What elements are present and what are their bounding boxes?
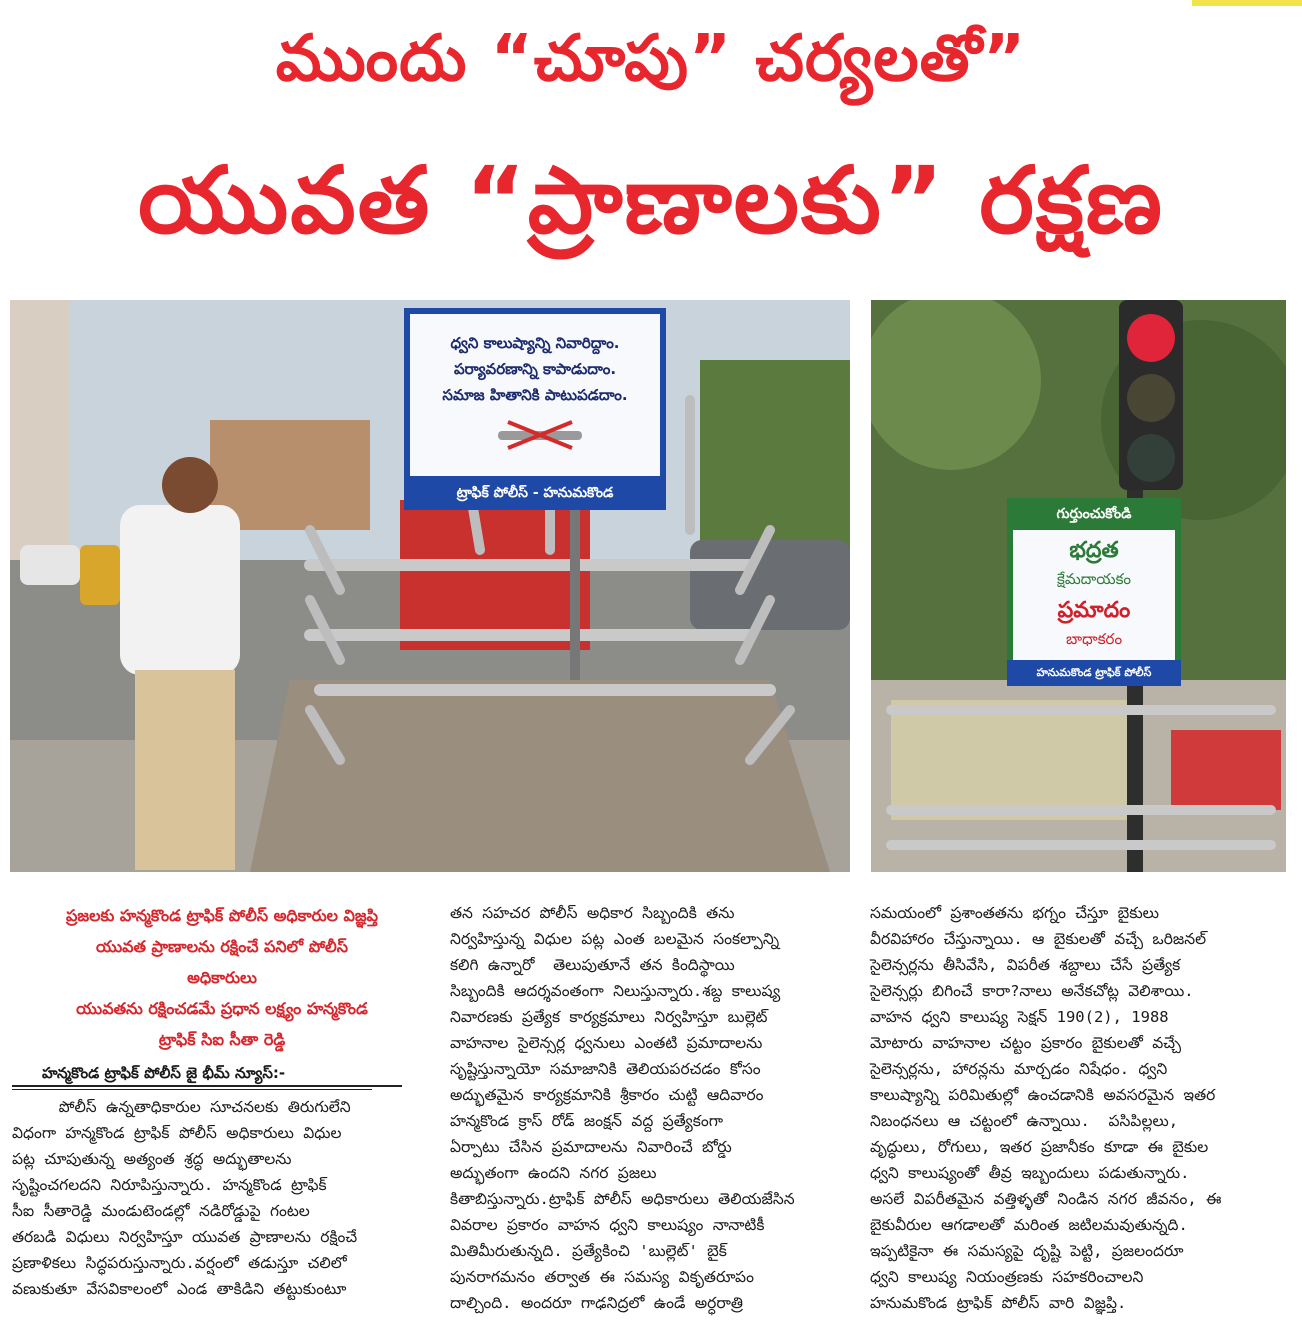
body-line: అసలే విపరీతమైన వత్తిళ్ళతో నిండిన నగర జీవనం, ఈ — [870, 1190, 1222, 1208]
sign-word-beneficial: క్షేమదాయకం — [1056, 570, 1132, 588]
article-column-1 — [12, 900, 432, 1302]
body-line: సమయంలో ప్రశాంతతను భగ్నం చేస్తూ బైకులు — [870, 904, 1160, 922]
body-line: తరబడి విధులు నిర్వహిస్తూ యువత ప్రాణాలను రక్షించే — [12, 1228, 358, 1246]
body-line: ఏర్పాటు చేసిన ప్రమాదాలను నివారించే బోర్డు — [450, 1138, 732, 1156]
dateline-rule — [12, 1089, 372, 1090]
body-line: విధంగా హన్మకొండ ట్రాఫిక్ పోలీస్ అధికారులు విధుల — [12, 1124, 342, 1142]
sign-word-danger: ప్రమాదం — [1057, 598, 1131, 623]
dateline: హన్మకొండ ట్రాఫిక్ పోలీస్ జై భీమ్ న్యూస్:- — [12, 1061, 402, 1087]
body-line: వణుకుతూ వేసవికాలంలో ఎండ తాకిడిని తట్టుకుంటూ — [12, 1280, 347, 1298]
highlight-line: ట్రాఫిక్ సిఐ సీతా రెడ్డి — [158, 1030, 286, 1049]
body-line: సిబ్బందికి ఆదర్శవంతంగా నిలుస్తున్నారు.శబ్ద కాలుష్య — [450, 982, 781, 1000]
sign-line-1: ధ్వని కాలుష్యాన్ని నివారిద్దాం. — [450, 334, 620, 352]
body-line: నిర్వహిస్తున్న విధుల పట్ల ఎంత బలమైన సంకల్పాన్ని — [450, 930, 780, 948]
body-line: తన సహచర పోలీస్ అధికార సిబ్బందికి తను — [450, 904, 735, 922]
body-line: సీఐ సీతారెడ్డి మండుటెండల్లో నడిరోడ్డుపై గంటల — [12, 1202, 310, 1220]
body-line: సైలెన్సర్లు బిగించే కారా?నాలు అనేకచోట్ల వెలిశాయి. — [870, 982, 1194, 1000]
body-line: సైలెన్సర్లను, హారన్లను మార్చడం నిషేధం. ధ్వని — [870, 1060, 1168, 1078]
highlight-line: ప్రజలకు హన్మకొండ ట్రాఫిక్ పోలీస్ అధికారుల విజ్ఞప్తి — [66, 906, 378, 925]
body-line: పోలీస్ ఉన్నతాధికారుల సూచనలకు తిరుగులేని — [12, 1098, 351, 1116]
body-line: అద్భుతంగా ఉందని నగర ప్రజలు — [450, 1164, 657, 1182]
photo-traffic-signal — [871, 300, 1286, 872]
body-line: కాలుష్యాన్ని పరిమితుల్లో ఉంచడానికి అవసరమైన ఇతర — [870, 1086, 1216, 1104]
body-line: సృష్టించగలదని నిరూపిస్తున్నారు. హన్మకొండ ట్రాఫిక్ — [12, 1176, 327, 1194]
sign-footer: ట్రాఫిక్ పోలీస్ - హనుమకొండ — [404, 476, 666, 510]
headline-line-2: యువత “ప్రాణాలకు” రక్షణ — [138, 147, 1164, 254]
remember-safety-sign — [1007, 498, 1181, 686]
highlight-line: యువతను రక్షించడమే ప్రధాన లక్ష్యం హన్మకొండ — [76, 999, 368, 1018]
highlight-line: యువత ప్రాణాలను రక్షించే పనిలో పోలీస్ — [96, 937, 348, 956]
body-line: బైకువీరుల ఆగడాలతో మరింత జటిలమవుతున్నది. — [870, 1216, 1188, 1234]
body-line: పునరాగమనం తర్వాత ఈ సమస్య వికృతరూపం — [450, 1268, 754, 1286]
body-line: మితిమీరుతున్నది. ప్రత్యేకించి 'బుల్లెట్' బైక్ — [450, 1242, 727, 1260]
sign-line-3: సమాజ హితానికి పాటుపడదాం. — [442, 386, 628, 404]
sign-footer: హనుమకొండ ట్రాఫిక్ పోలీస్ — [1007, 660, 1181, 686]
body-line: మోటారు వాహనాల చట్టం ప్రకారం బైకులతో వచ్చే — [870, 1034, 1182, 1052]
body-line: వాహన ధ్వని కాలుష్య సెక్షన్ 190(2), 1988 — [870, 1008, 1169, 1026]
body-line: నిబంధనలు ఆ చట్టంలో ఉన్నాయి. పసిపిల్లలు, — [870, 1112, 1179, 1130]
body-line: హనుమకొండ ట్రాఫిక్ పోలీస్ వారి విజ్ఞప్తి. — [870, 1294, 1127, 1312]
body-line: వాహనాల సైలెన్సర్ల ధ్వనులు ఎంతటి ప్రమాదాలను — [450, 1034, 763, 1052]
body-line: పట్ల చూపుతున్న అత్యంత శ్రద్ధ అద్భుతాలను — [12, 1150, 292, 1168]
headline-line-1: ముందు “చూపు” చర్యలతో” — [275, 22, 1027, 96]
body-line: అద్భుతమైన కార్యక్రమానికి శ్రీకారం చుట్టి ఆదివారం — [450, 1086, 764, 1104]
sign-header: గుర్తుంచుకోండి — [1007, 498, 1181, 530]
body-line: ప్రణాళికలు సిద్ధపరుస్తున్నారు.వర్షంలో తడుస్తూ చలిలో — [12, 1254, 347, 1272]
body-line: ధ్వని కాలుష్య నియంత్రణకు సహకరించాలని — [870, 1268, 1144, 1286]
article-highlights — [12, 900, 432, 1055]
sign-line-2: పర్యావరణాన్ని కాపాడుదాం. — [453, 360, 617, 378]
body-line: హన్మకొండ క్రాస్ రోడ్ జంక్షన్ వద్ద ప్రత్యేకంగా — [450, 1112, 724, 1130]
highlight-line: అధికారులు — [187, 968, 257, 987]
corner-tab — [1192, 0, 1302, 6]
body-line: దాల్చింది. అందరూ గాఢనిద్రలో ఉండే అర్ధరాత్రి — [450, 1294, 744, 1312]
sign-word-painful: బాధాకరం — [1065, 630, 1123, 648]
article-column-3 — [870, 900, 1290, 1316]
body-line: సైలెన్సర్లను తీసివేసి, విపరీత శబ్దాలు చేసే ప్రత్యేక — [870, 956, 1181, 974]
body-line: కలిగి ఉన్నారో తెలుపుతూనే తన కిందిస్థాయి — [450, 956, 735, 974]
body-line: సృష్టిస్తున్నాయో సమాజానికి తెలియపరచడం కోసం — [450, 1060, 761, 1078]
noise-pollution-sign — [404, 308, 666, 510]
body-line: కితాబిస్తున్నారు.ట్రాఫిక్ పోలీస్ అధికారులు తెలియజేసిన — [450, 1190, 795, 1208]
body-line: వీరవిహారం చేస్తున్నాయి. ఆ బైకులతో వచ్చే ఒరిజనల్ — [870, 930, 1207, 948]
body-line: వృద్ధులు, రోగులు, ఇతర ప్రజానీకం కూడా ఈ బైకుల — [870, 1138, 1209, 1156]
no-silencer-icon — [490, 420, 590, 450]
body-line: ధ్వని కాలుష్యంతో తీవ్ర ఇబ్బందులు పడుతున్నారు. — [870, 1164, 1190, 1182]
article-column-2 — [450, 900, 840, 1316]
photo-silencer-display — [10, 300, 850, 872]
body-line: నివారణకు ప్రత్యేక కార్యక్రమాలు నిర్వహిస్తూ బుల్లెట్ — [450, 1008, 768, 1026]
sign-word-safety: భద్రత — [1069, 538, 1119, 563]
body-line: ఇప్పటికైనా ఈ సమస్యపై దృష్టి పెట్టి, ప్రజలందరూ — [870, 1242, 1184, 1260]
body-line: వివరాల ప్రకారం వాహన ధ్వని కాలుష్యం నానాటికీ — [450, 1216, 765, 1234]
